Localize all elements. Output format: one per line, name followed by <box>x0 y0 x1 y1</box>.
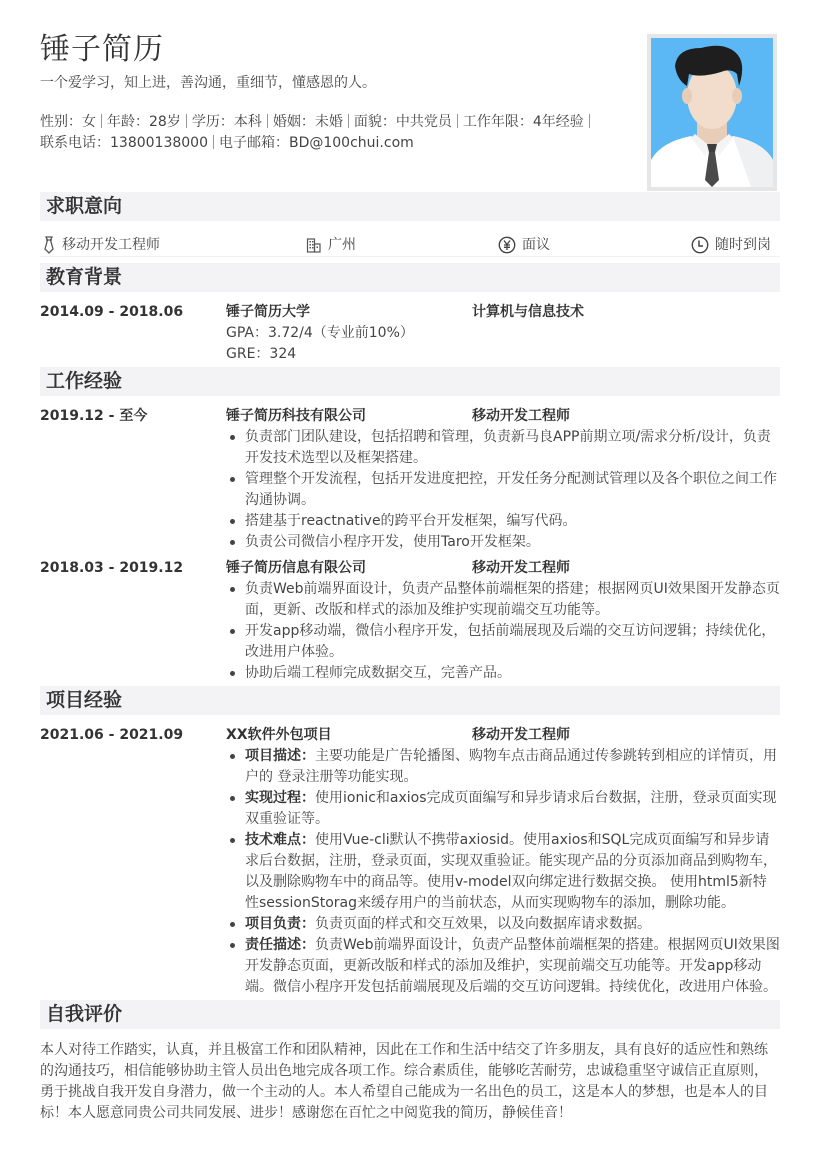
intent-salary-label: 面议 <box>522 237 550 253</box>
list-item: 搭建基于reactnative的跨平台开发框架，编写代码。 <box>226 511 780 532</box>
major: 计算机与信息技术 <box>472 304 584 320</box>
section-title: 自我评价 <box>46 1003 123 1025</box>
divider <box>213 135 214 149</box>
yen-icon <box>498 236 516 254</box>
intent-position <box>42 235 160 255</box>
section-header-work <box>40 367 780 396</box>
section-header-self <box>40 1000 780 1029</box>
info-email: 电子邮箱：BD@100chui.com <box>218 135 414 151</box>
section-header-intent <box>40 192 780 221</box>
divider <box>267 114 268 128</box>
gre: GRE：324 <box>226 346 297 362</box>
list-item <box>226 935 780 998</box>
list-item: 负责公司微信小程序开发，使用Taro开发框架。 <box>226 532 780 553</box>
education-entry <box>40 302 780 365</box>
gpa: GPA：3.72/4（专业前10%） <box>226 325 414 341</box>
section-header-education <box>40 263 780 292</box>
work-date: 2018.03 - 2019.12 <box>40 560 184 576</box>
info-education: 学历：本科 <box>191 114 262 130</box>
bullet-text: 使用Vue-cli默认不携带axiosid。使用axios和SQL完成页面编写和异步请求后台数据，注册，登录页面，实现双重验证。能实现产品的分页添加商品到购物车，以及删除购物车中的商品等。使用v-model双向绑定进行数据交换。 使用html5新特性sessionStorag来缓存用户的当前状态，从而实现购物车的添加，删除功能。 <box>245 832 777 911</box>
section-header-project <box>40 686 780 715</box>
bullet-text: 使用ionic和axios完成页面编写和异步请求后台数据，注册，登录页面实现双重验证等。 <box>245 790 777 827</box>
bullet-label: 项目描述： <box>245 748 315 764</box>
intent-availability-label: 随时到岗 <box>715 237 771 253</box>
job-title: 移动开发工程师 <box>472 408 570 424</box>
self-evaluation: 本人对待工作踏实，认真，并且极富工作和团队精神，因此在工作和生活中结交了许多朋友，具有良好的适应性和熟练的沟通技巧，相信能够协助主管人员出色地完成各项工作。综合素质佳，能够吃苦耐劳，忠诚稳重坚守诚信正直原则，勇于挑战自我开发自身潜力，做一个主动的人。本人希望自己能成为一名出色的员工，这是本人的梦想，也是本人的目标！本人愿意同贵公司共同发展、进步！感谢您在百忙之中阅览我的简历，静候佳音！ <box>40 1042 768 1121</box>
divider <box>589 114 590 128</box>
intent-availability <box>691 235 771 255</box>
project-name: XX软件外包项目 <box>226 727 332 743</box>
education-details <box>226 323 780 365</box>
bullet-label: 项目负责： <box>245 916 315 932</box>
motto: 一个爱学习，知上进，善沟通，重细节，懂感恩的人。 <box>40 75 376 91</box>
divider <box>186 114 187 128</box>
building-icon <box>306 237 322 253</box>
work-details <box>226 427 780 553</box>
tie-icon <box>42 236 56 254</box>
section-title: 教育背景 <box>46 266 123 288</box>
school-name: 锤子简历大学 <box>226 304 310 320</box>
profile-photo <box>647 34 777 191</box>
intent-position-label: 移动开发工程师 <box>62 237 160 253</box>
divider <box>101 114 102 128</box>
info-phone: 联系电话：13800138000 <box>40 135 208 151</box>
list-item: 负责部门团队建设，包括招聘和管理，负责新马良APP前期立项/需求分析/设计，负责开发技术选型以及框架搭建。 <box>226 427 780 469</box>
info-age: 年龄：28岁 <box>107 114 181 130</box>
education-date: 2014.09 - 2018.06 <box>40 304 184 320</box>
intent-city <box>306 235 356 255</box>
list-item <box>226 788 780 830</box>
bullet-label: 责任描述： <box>245 937 315 953</box>
list-item: 负责Web前端界面设计，负责产品整体前端框架的搭建；根据网页UI效果图开发静态页面，更新、改版和样式的添加及维护实现前端交互功能等。 <box>226 579 780 621</box>
bullet-label: 技术难点： <box>245 832 315 848</box>
bullet-text: 主要功能是广告轮播图、购物车点击商品通过传参跳转到相应的详情页，用户的 登录注册等功能实现。 <box>245 748 777 785</box>
intent-salary <box>498 235 550 255</box>
project-date: 2021.06 - 2021.09 <box>40 727 184 743</box>
section-title: 项目经验 <box>46 689 123 711</box>
bullet-label: 实现过程： <box>245 790 315 806</box>
work-details <box>226 579 780 684</box>
project-details <box>226 746 780 998</box>
job-title: 移动开发工程师 <box>472 560 570 576</box>
personal-info <box>40 112 620 154</box>
bullet-text: 负责Web前端界面设计，负责产品整体前端框架的搭建。根据网页UI效果图开发静态页面，更新改版和样式的添加及维护，实现前端交互功能等。开发app移动端。微信小程序开发包括前端展现及后端的交互访问逻辑。持续优化，改进用户体验。 <box>245 937 780 995</box>
list-item <box>226 746 780 788</box>
work-entry <box>40 406 780 554</box>
section-title: 求职意向 <box>46 195 123 217</box>
avatar-icon <box>651 38 773 187</box>
list-item: 开发app移动端，微信小程序开发，包括前端展现及后端的交互访问逻辑；持续优化，改进用户体验。 <box>226 621 780 663</box>
info-political: 面貌：中共党员 <box>353 114 452 130</box>
list-item <box>226 914 780 935</box>
info-marital: 婚姻：未婚 <box>272 114 343 130</box>
clock-icon <box>691 236 709 254</box>
resume-name: 锤子简历 <box>40 32 164 67</box>
intent-city-label: 广州 <box>328 237 356 253</box>
info-gender: 性别：女 <box>40 114 96 130</box>
work-entry <box>40 558 780 684</box>
bullet-text: 负责页面的样式和交互效果，以及向数据库请求数据。 <box>315 916 651 932</box>
divider <box>457 114 458 128</box>
section-title: 工作经验 <box>46 370 123 392</box>
job-intent-row <box>40 233 780 257</box>
company-name: 锤子简历信息有限公司 <box>226 560 366 576</box>
project-entry <box>40 725 780 997</box>
info-years: 工作年限：4年经验 <box>462 114 584 130</box>
divider <box>348 114 349 128</box>
list-item: 协助后端工程师完成数据交互，完善产品。 <box>226 663 780 684</box>
list-item: 管理整个开发流程，包括开发进度把控，开发任务分配测试管理以及各个职位之间工作沟通协调。 <box>226 469 780 511</box>
company-name: 锤子简历科技有限公司 <box>226 408 366 424</box>
work-date: 2019.12 - 至今 <box>40 408 148 424</box>
project-role: 移动开发工程师 <box>472 727 570 743</box>
list-item <box>226 830 780 914</box>
